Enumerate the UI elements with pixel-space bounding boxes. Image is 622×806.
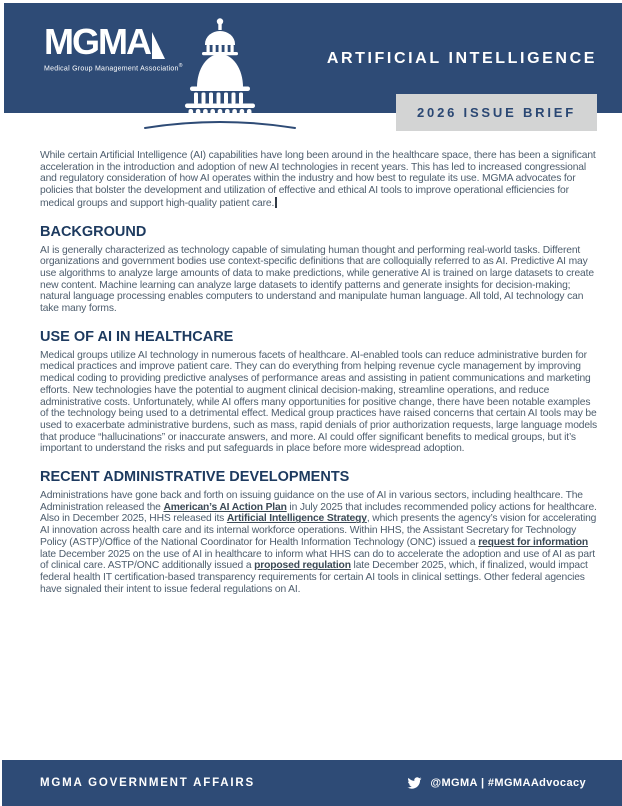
text-cursor — [275, 197, 277, 208]
link-americas-ai-action-plan[interactable]: American’s AI Action Plan — [163, 501, 287, 513]
footer-banner — [2, 760, 622, 806]
intro-paragraph — [40, 150, 599, 210]
intro-text: While certain Artificial Intelligence (AI) capabilities have long been around in the healthcare space, there has been a significant acceleration in the introduction and adoption of new AI technologies in recent years. This has led to increased congressional and regulatory consideration of how AI operates within the industry and how best to regulate its use. MGMA advocates for policies that bolster the development and utilization of effective and ethical AI tools to improve operational efficiencies for medical groups and support high-quality patient care. — [40, 150, 596, 209]
footer-social — [406, 776, 586, 790]
recent-developments-paragraph — [40, 490, 599, 595]
paragraph-text: late December 2025 on the use of AI in healthcare to inform what HHS can do to accelerate the adoption and use of AI as part of clinical care. ASTP/ONC additionally issued a — [40, 548, 595, 572]
capitol-building-icon — [143, 14, 297, 130]
footer-social-handle: @MGMA | #MGMAAdvocacy — [430, 777, 586, 789]
paragraph-text: , which presents the agency’s vision for accelerating AI innovation across health care and its internal workforce operations. Within HHS, the Assistant Secretary for Technology Policy (ASTP)/Office of the National Coordinator for Health Information Technology (ONC) issued a — [40, 513, 597, 548]
section-heading-background: BACKGROUND — [40, 223, 147, 240]
use-of-ai-paragraph: Medical groups utilize AI technology in numerous facets of healthcare. AI-enabled tools can reduce administrative burden for medical practices and improve patient care. They can do everything from helping revenue cycle management by improving medical coding to providing predictive analyses of performance areas and assisting in patient communications and marketing efforts. New technologies have the potential to augment clinical decision-making, streamline operations, and reduce administrative costs. Unfortunately, while AI offers many opportunities for positive change, there have been notable examples of the technology being used to a detrimental effect. Medical group practices have raised concerns that certain AI tools may be used to exacerbate administrative burdens, such as mass, rapid denials of prior authorization requests, large language models that produce “hallucinations” or inaccurate answers, and more. AI could offer significant benefits to medical groups, but it’s important to understand the risks and put safeguards in place before more widespread adoption. — [40, 349, 598, 455]
footer-gov-affairs-label: MGMA GOVERNMENT AFFAIRS — [40, 777, 255, 789]
header-banner — [4, 3, 622, 120]
background-paragraph: AI is generally characterized as technology capable of simulating human thought and performing real-world tasks. Different organizations and government bodies use context-specific definitions that are colloquially referred to as AI. Predictive AI may use algorithms to analyze large amounts of data to make predictions, while generative AI is trained on large datasets to create new content. Machine learning can analyze large datasets to identify patterns and generate insights for decision-making; natural language processing enables computers to understand and manipulate human language. All told, AI technology can take many forms. — [40, 244, 594, 315]
document-title: ARTIFICIAL INTELLIGENCE — [326, 50, 597, 67]
paragraph-text: Administrations have gone back and forth on issuing guidance on the use of AI in various sectors, including healthcare. The Administration released the — [40, 490, 583, 513]
link-artificial-intelligence-strategy[interactable]: Artificial Intelligence Strategy — [226, 513, 367, 525]
issue-brief-badge-label: 2026 ISSUE BRIEF — [417, 105, 576, 120]
mgma-logo-text: MGMA — [44, 21, 150, 62]
registered-mark: ® — [178, 63, 183, 69]
document-body — [40, 150, 599, 595]
paragraph-text: in July 2025 that includes recommended policy actions for healthcare. Also in December 2025, HHS released its — [40, 501, 597, 525]
section-heading-use-of-ai: USE OF AI IN HEALTHCARE — [40, 328, 234, 345]
section-heading-recent-developments: RECENT ADMINISTRATIVE DEVELOPMENTS — [40, 469, 350, 486]
issue-brief-badge — [396, 94, 597, 131]
link-request-for-information[interactable]: request for information — [478, 536, 589, 548]
paragraph-text: late December 2025, which, if finalized, would impact federal health IT certification-based transparency requirements for certain AI tools in clinical settings. Other federal agencies have signaled their intent to issue federal regulations on AI. — [40, 560, 588, 595]
twitter-icon — [406, 776, 423, 790]
link-proposed-regulation[interactable]: proposed regulation — [254, 560, 351, 572]
mgma-tagline-text: Medical Group Management Association — [44, 65, 179, 73]
